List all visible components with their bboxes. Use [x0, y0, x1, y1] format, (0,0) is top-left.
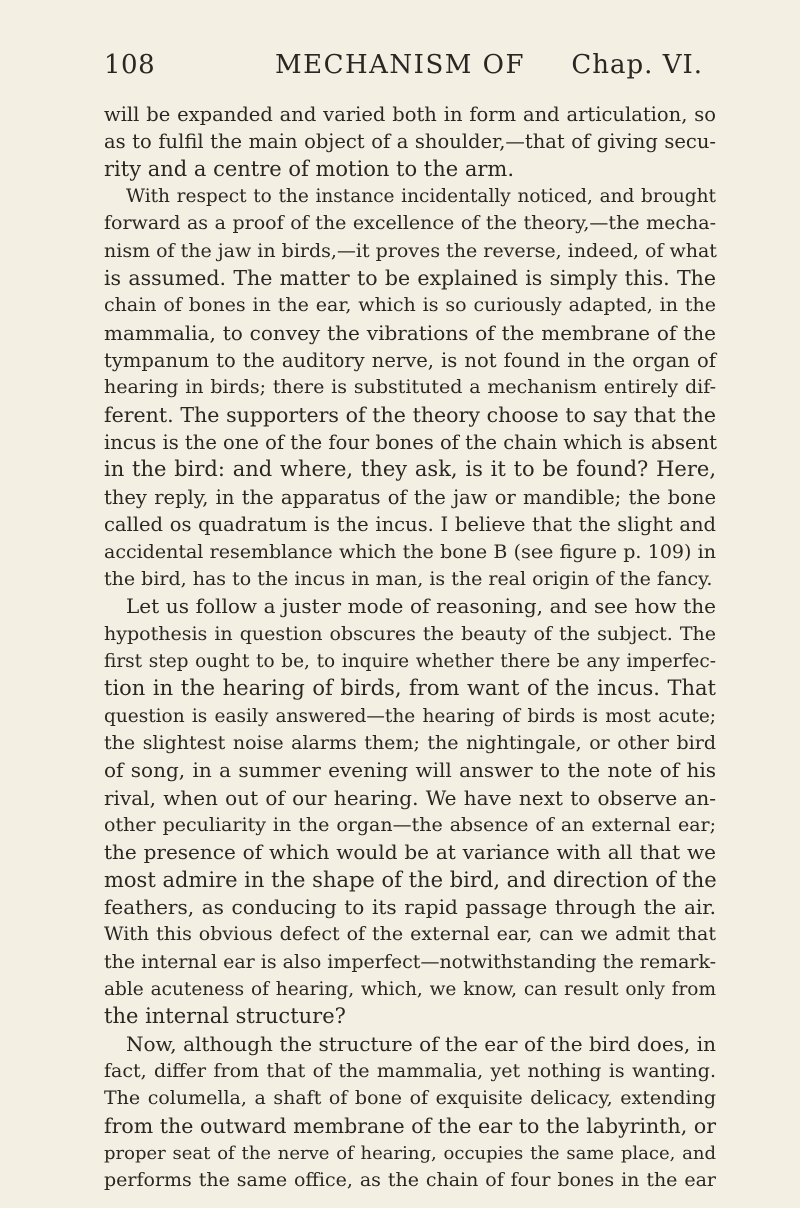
text-line: fact, differ from that of the mammalia, yet nothing is wanting. [104, 1060, 716, 1083]
chapter-label: Chap. VI. [571, 50, 703, 80]
text-line: the presence of which would be at variance with all that we [104, 840, 716, 865]
text-line: accidental resemblance which the bone B (see figure p. 109) in [104, 540, 716, 563]
text-line: the internal structure? [104, 1004, 346, 1029]
running-title: MECHANISM OF [274, 50, 526, 80]
text-line: question is easily answered—the hearing of birds is most acute; [104, 705, 716, 727]
text-line: in the bird: and where, they ask, is it to be found? Here, [104, 457, 716, 482]
text-line: tion in the hearing of birds, from want of the incus. That [104, 676, 716, 701]
text-line: nism of the jaw in birds,—it proves the reverse, indeed, of what [104, 239, 717, 262]
text-line: called os quadratum is the incus. I believe that the slight and [104, 513, 716, 537]
text-line: hypothesis in question obscures the beauty of the subject. The [104, 622, 716, 645]
text-line: incus is the one of the four bones of the chain which is absent [104, 431, 717, 455]
text-line: the slightest noise alarms them; the nightingale, or other bird [104, 731, 716, 754]
text-line: the bird, has to the incus in man, is the real origin of the fancy. [104, 567, 713, 590]
text-line: most admire in the shape of the bird, and direction of the [104, 867, 717, 892]
text-line: feathers, as conducing to its rapid passage through the air. [104, 894, 716, 919]
text-line: is assumed. The matter to be explained is simply this. The [104, 266, 716, 291]
text-line: other peculiarity in the organ—the absence of an external ear; [104, 813, 716, 836]
text-line: forward as a proof of the excellence of the theory,—the mecha- [104, 212, 716, 235]
text-line: Now, although the structure of the ear of the bird does, in [126, 1031, 716, 1056]
text-line: rity and a centre of motion to the arm. [104, 156, 515, 181]
text-line: chain of bones in the ear, which is so curiously adapted, in the [104, 294, 716, 317]
page-header [0, 50, 800, 84]
text-line: With respect to the instance incidentally noticed, and brought [126, 186, 716, 208]
text-line: Let us follow a juster mode of reasoning, and see how the [126, 594, 716, 619]
text-line: will be expanded and varied both in form and articulation, so [104, 103, 716, 126]
body-text [104, 101, 716, 1195]
text-line: tympanum to the auditory nerve, is not found in the organ of [104, 349, 716, 373]
text-line: the internal ear is also imperfect—notwithstanding the remark- [104, 950, 717, 973]
text-line: proper seat of the nerve of hearing, occupies the same place, and [104, 1143, 716, 1165]
text-line: The columella, a shaft of bone of exquisite delicacy, extending [104, 1087, 716, 1110]
text-line: as to fulfil the main object of a shoulder,—that of giving secu- [104, 130, 716, 154]
text-line: able acuteness of hearing, which, we know, can result only from [104, 979, 716, 1000]
text-line: mammalia, to convey the vibrations of the membrane of the [104, 320, 716, 345]
text-line: of song, in a summer evening will answer to the note of his [104, 758, 716, 783]
text-line: from the outward membrane of the ear to the labyrinth, or [104, 1113, 716, 1138]
text-line: ferent. The supporters of the theory choose to say that the [104, 402, 716, 427]
text-line: performs the same office, as the chain of four bones in the ear [104, 1169, 716, 1192]
text-line: they reply, in the apparatus of the jaw or mandible; the bone [104, 485, 716, 509]
page-number: 108 [104, 50, 156, 80]
text-line: rival, when out of our hearing. We have next to observe an- [104, 785, 716, 810]
text-line: With this obvious defect of the external ear, can we admit that [104, 923, 716, 946]
text-line: hearing in birds; there is substituted a mechanism entirely dif- [104, 376, 716, 399]
text-line: first step ought to be, to inquire whether there be any imperfec- [104, 650, 716, 672]
